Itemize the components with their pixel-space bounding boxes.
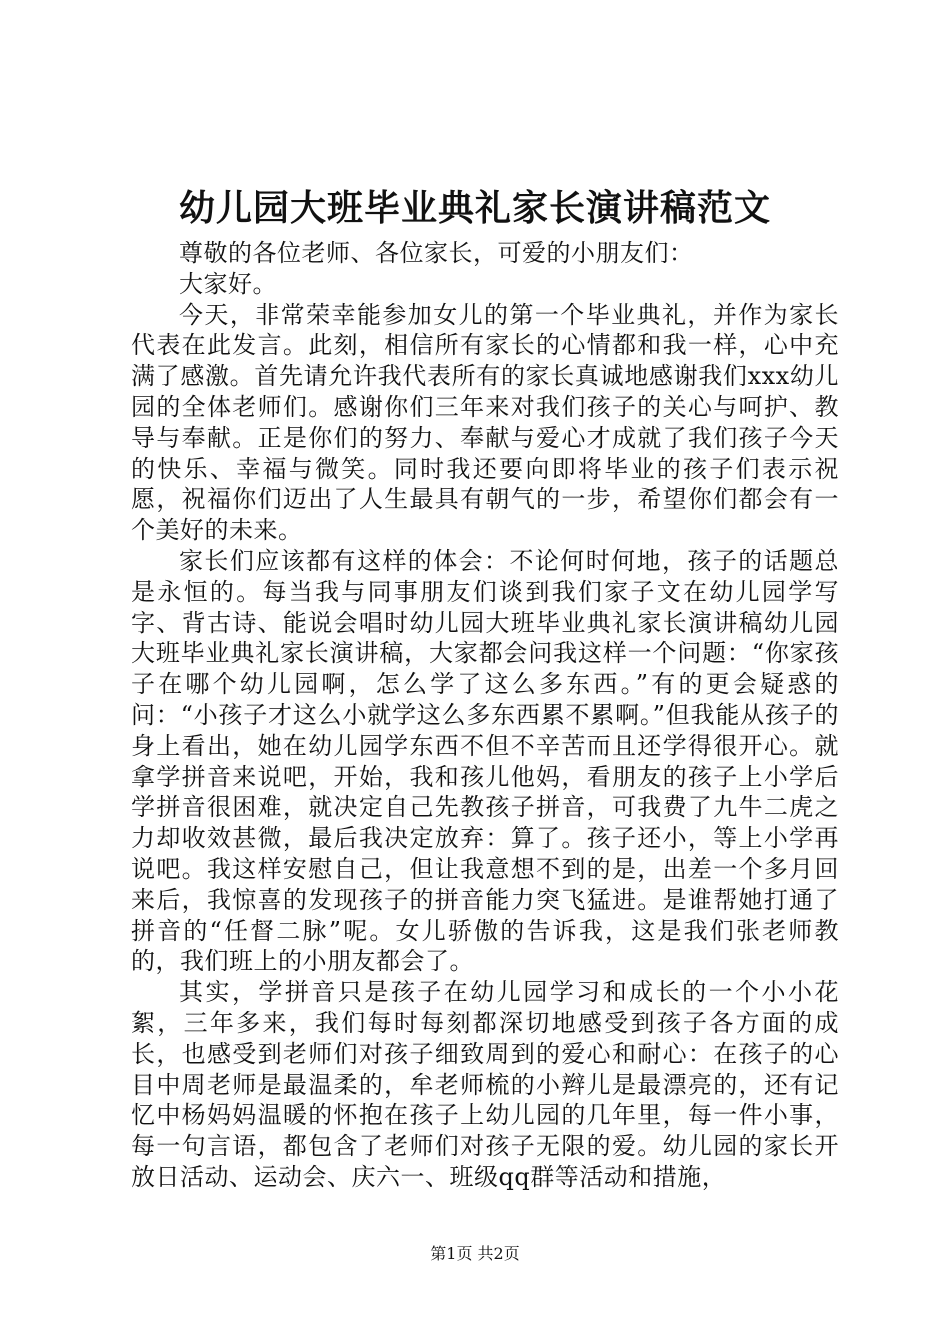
body-paragraph: 今天，非常荣幸能参加女儿的第一个毕业典礼，并作为家长代表在此发言。此刻，相信所有家长的心情都和我一样，心中充满了感激。首先请允许我代表所有的家长真诚地感谢我们xxx幼儿园的全体老师们。感谢你们三年来对我们孩子的关心与呵护、教导与奉献。正是你们的努力、奉献与爱心才成就了我们孩子今天的快乐、幸福与微笑。同时我还要向即将毕业的孩子们表示祝愿，祝福你们迈出了人生最具有朝气的一步，希望你们都会有一个美好的未来。 xyxy=(131,300,839,545)
greeting-paragraph: 大家好。 xyxy=(179,269,277,298)
body-paragraph: 家长们应该都有这样的体会：不论何时何地，孩子的话题总是永恒的。每当我与同事朋友们谈到我们家子文在幼儿园学写字、背古诗、能说会唱时幼儿园大班毕业典礼家长演讲稿幼儿园大班毕业典礼家长演讲稿，大家都会问我这样一个问题：“你家孩子在哪个幼儿园啊，怎么学了这么多东西。”有的更会疑惑的问：“小孩子才这么小就学这么多东西累不累啊。”但我能从孩子的身上看出，她在幼儿园学东西不但不辛苦而且还学得很开心。就拿学拼音来说吧，开始，我和孩儿他妈，看朋友的孩子上小学后学拼音很困难，就决定自己先教孩子拼音，可我费了九牛二虎之力却收效甚微，最后我决定放弃：算了。孩子还小，等上小学再说吧。我这样安慰自己，但让我意想不到的是，出差一个多月回来后，我惊喜的发现孩子的拼音能力突飞猛进。是谁帮她打通了拼音的“任督二脉”呢。女儿骄傲的告诉我，这是我们张老师教的，我们班上的小朋友都会了。 xyxy=(131,546,839,976)
document-body xyxy=(131,238,839,1193)
body-paragraph: 其实，学拼音只是孩子在幼儿园学习和成长的一个小小花絮，三年多来，我们每时每刻都深切地感受到孩子各方面的成长，也感受到老师们对孩子细致周到的爱心和耐心：在孩子的心目中周老师是最温柔的，牟老师梳的小辫儿是最漂亮的，还有记忆中杨妈妈温暖的怀抱在孩子上幼儿园的几年里，每一件小事，每一句言语，都包含了老师们对孩子无限的爱。幼儿园的家长开放日活动、运动会、庆六一、班级qq群等活动和措施， xyxy=(131,978,839,1191)
page-footer: 第1页 共2页 xyxy=(430,1244,520,1263)
document-title: 幼儿园大班毕业典礼家长演讲稿范文 xyxy=(178,187,771,229)
salutation-paragraph: 尊敬的各位老师、各位家长，可爱的小朋友们： xyxy=(179,239,694,267)
